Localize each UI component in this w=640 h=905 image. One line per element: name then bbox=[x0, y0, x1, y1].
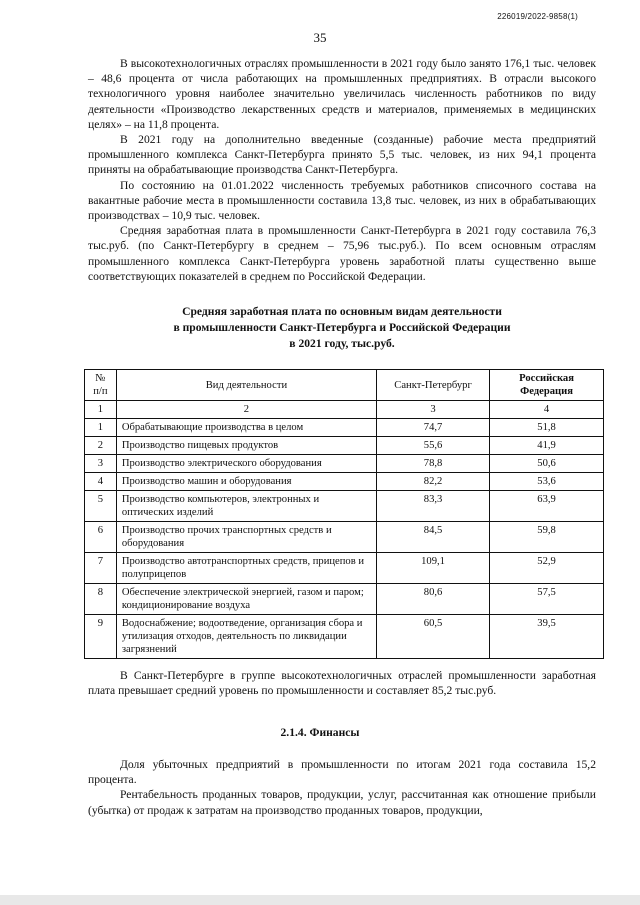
row-activity: Производство пищевых продуктов bbox=[116, 437, 376, 455]
row-activity: Производство машин и оборудования bbox=[116, 473, 376, 491]
row-spb-value: 109,1 bbox=[376, 553, 489, 584]
finance-text bbox=[88, 757, 596, 818]
row-spb-value: 80,6 bbox=[376, 584, 489, 615]
row-activity: Обрабатывающие производства в целом bbox=[116, 419, 376, 437]
row-spb-value: 83,3 bbox=[376, 491, 489, 522]
row-rf-value: 52,9 bbox=[490, 553, 604, 584]
table-row bbox=[85, 473, 604, 491]
table-caption bbox=[88, 304, 596, 352]
row-number: 2 bbox=[85, 437, 117, 455]
index-cell: 3 bbox=[376, 401, 489, 419]
paragraph: В высокотехнологичных отраслях промышленности в 2021 году было занято 176,1 тыс. человек – 48,6 процента от числа работающих на промышленных предприятиях. В отрасли высокого технологичного уровня наиболее значительно увеличилась численность работников по виду деятельности «Производство лекарственных средств и материалов, применяемых в медицинских целях» – на 11,8 процента. bbox=[88, 57, 596, 131]
table-row bbox=[85, 437, 604, 455]
row-spb-value: 84,5 bbox=[376, 522, 489, 553]
row-activity: Производство автотранспортных средств, прицепов и полуприцепов bbox=[116, 553, 376, 584]
caption-line: в 2021 году, тыс.руб. bbox=[289, 337, 395, 350]
header-activity: Вид деятельности bbox=[116, 370, 376, 401]
table-header-row bbox=[85, 370, 604, 401]
body-text bbox=[88, 56, 596, 284]
page-number: 35 bbox=[313, 30, 327, 45]
index-cell: 1 bbox=[85, 401, 117, 419]
paragraph: В 2021 году на дополнительно введенные (созданные) рабочие места предприятий промышленного комплекса Санкт-Петербурга принято 5,5 тыс. человек, из них 94,1 процента приняты на обрабатывающие производства Санкт-Петербурга. bbox=[88, 133, 596, 177]
caption-line: в промышленности Санкт-Петербурга и Российской Федерации bbox=[173, 321, 511, 334]
header-rf: Российская Федерация bbox=[490, 370, 604, 401]
row-number: 6 bbox=[85, 522, 117, 553]
table-row bbox=[85, 553, 604, 584]
header-num: № п/п bbox=[85, 370, 117, 401]
table-row bbox=[85, 522, 604, 553]
row-rf-value: 41,9 bbox=[490, 437, 604, 455]
row-activity: Производство компьютеров, электронных и оптических изделий bbox=[116, 491, 376, 522]
row-spb-value: 74,7 bbox=[376, 419, 489, 437]
row-rf-value: 39,5 bbox=[490, 615, 604, 659]
row-rf-value: 50,6 bbox=[490, 455, 604, 473]
table-row bbox=[85, 455, 604, 473]
scan-edge bbox=[0, 895, 640, 905]
row-rf-value: 59,8 bbox=[490, 522, 604, 553]
row-number: 7 bbox=[85, 553, 117, 584]
row-spb-value: 55,6 bbox=[376, 437, 489, 455]
row-rf-value: 53,6 bbox=[490, 473, 604, 491]
row-rf-value: 63,9 bbox=[490, 491, 604, 522]
salary-table bbox=[84, 369, 604, 659]
row-number: 3 bbox=[85, 455, 117, 473]
section-title: 2.1.4. Финансы bbox=[280, 726, 360, 739]
paragraph: Рентабельность проданных товаров, продукции, услуг, рассчитанная как отношение прибыли (убытка) от продаж к затратам на производство проданных товаров, продукции, bbox=[88, 788, 596, 817]
paragraph: В Санкт-Петербурге в группе высокотехнологичных отраслей промышленности заработная плата превышает средний уровень по промышленности и составляет 85,2 тыс.руб. bbox=[88, 669, 596, 698]
row-spb-value: 60,5 bbox=[376, 615, 489, 659]
row-number: 5 bbox=[85, 491, 117, 522]
row-activity: Обеспечение электрической энергией, газом и паром; кондиционирование воздуха bbox=[116, 584, 376, 615]
row-spb-value: 78,8 bbox=[376, 455, 489, 473]
table-index-row bbox=[85, 401, 604, 419]
row-activity: Производство прочих транспортных средств и оборудования bbox=[116, 522, 376, 553]
header-spb: Санкт-Петербург bbox=[376, 370, 489, 401]
paragraph: По состоянию на 01.01.2022 численность требуемых работников списочного состава на вакантные рабочие места в промышленности составила 13,8 тыс. человек, из них в обрабатывающих производствах – 10,9 тыс. человек. bbox=[88, 178, 596, 223]
table-row bbox=[85, 615, 604, 659]
table-row bbox=[85, 419, 604, 437]
row-number: 1 bbox=[85, 419, 117, 437]
row-spb-value: 82,2 bbox=[376, 473, 489, 491]
row-rf-value: 51,8 bbox=[490, 419, 604, 437]
index-cell: 4 bbox=[490, 401, 604, 419]
after-table-text bbox=[88, 668, 596, 698]
row-number: 9 bbox=[85, 615, 117, 659]
row-activity: Водоснабжение; водоотведение, организация сбора и утилизация отходов, деятельность по ликвидации загрязнений bbox=[116, 615, 376, 659]
document-id: 226019/2022-9858(1) bbox=[497, 12, 578, 21]
paragraph: Доля убыточных предприятий в промышленности по итогам 2021 года составила 15,2 процента. bbox=[88, 758, 596, 787]
index-cell: 2 bbox=[116, 401, 376, 419]
row-activity: Производство электрического оборудования bbox=[116, 455, 376, 473]
table-row bbox=[85, 491, 604, 522]
table-row bbox=[85, 584, 604, 615]
row-number: 8 bbox=[85, 584, 117, 615]
caption-line: Средняя заработная плата по основным видам деятельности bbox=[182, 305, 502, 318]
row-number: 4 bbox=[85, 473, 117, 491]
row-rf-value: 57,5 bbox=[490, 584, 604, 615]
paragraph: Средняя заработная плата в промышленности Санкт-Петербурга в 2021 году составила 76,3 тыс.руб. (по Санкт-Петербургу в среднем – 75,96 тыс.руб.). По всем основным отраслям промышленного комплекса Санкт-Петербурга уровень заработной платы существенно выше соответствующих показателей в среднем по Российской Федерации. bbox=[88, 224, 596, 283]
